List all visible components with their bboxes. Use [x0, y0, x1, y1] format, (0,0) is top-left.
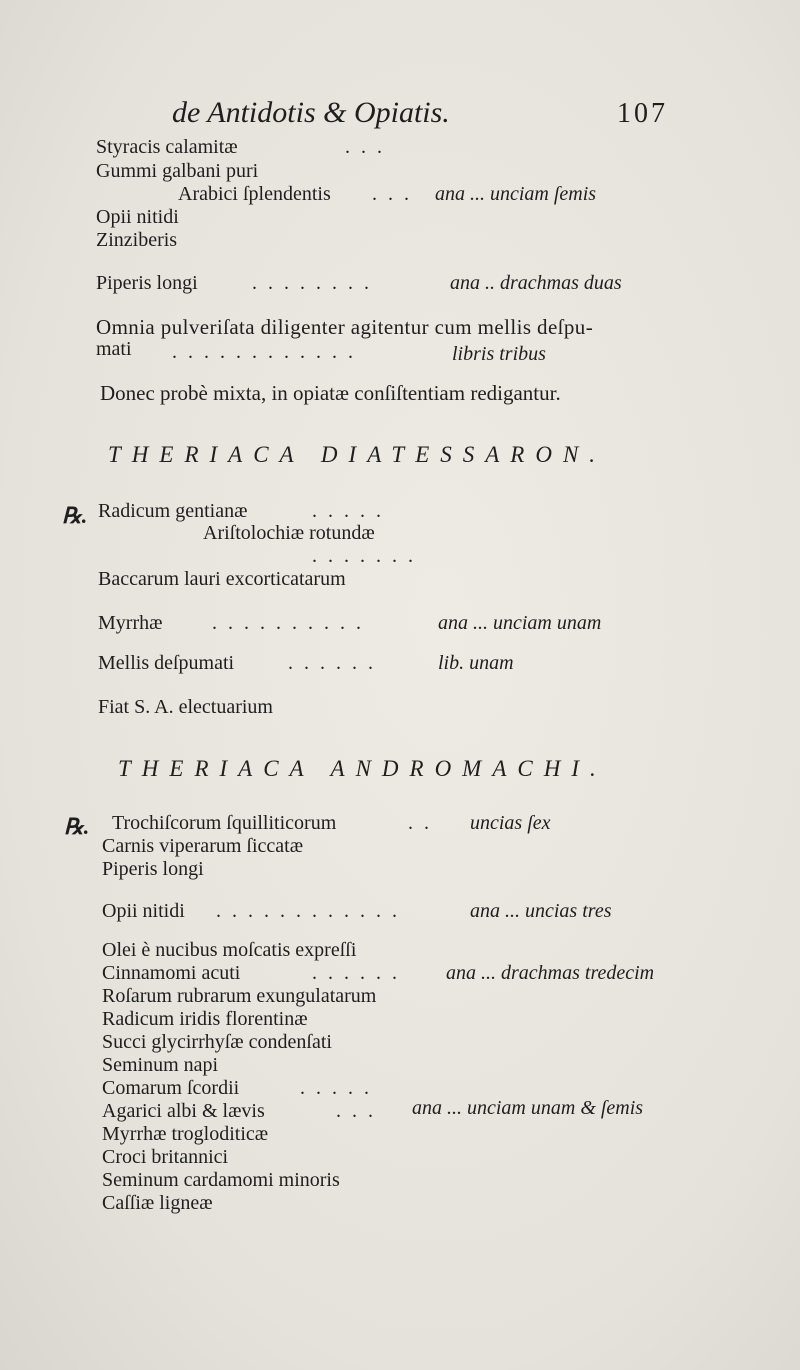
ingredient-myrrhae-trogloditicae: Myrrhæ trogloditicæ [102, 1123, 269, 1145]
dot-leader: . . . . . [300, 1077, 372, 1099]
dot-leader: . . . . . . [288, 652, 376, 674]
dot-leader: . . . [336, 1100, 376, 1122]
ingredient-radicum-gentianae: Radicum gentianæ [98, 500, 248, 522]
ingredient-cassiae: Caſſiæ ligneæ [102, 1192, 213, 1214]
ingredient-aristolochiae: Ariſtolochiæ rotundæ [203, 522, 375, 544]
ingredient-seminum-cardamomi: Seminum cardamomi minoris [102, 1169, 340, 1191]
ingredient-agarici: Agarici albi & lævis [102, 1100, 265, 1122]
ingredient-rosarum: Roſarum rubrarum exungulatarum [102, 985, 377, 1007]
ingredient-baccarum-lauri: Baccarum lauri excorticatarum [98, 568, 346, 590]
section-title-theriaca-andromachi: THERIACA ANDROMACHI. [118, 756, 607, 781]
ingredient-succi-glycirrhysae: Succi glycirrhyſæ condenſati [102, 1031, 332, 1053]
quantity-unciam-semis: ana ... unciam ſemis [435, 183, 597, 205]
dot-leader: . . . . . . . . . . . . [216, 900, 400, 922]
ingredient-gummi-galbani: Gummi galbani puri [96, 160, 259, 182]
ingredient-seminum-napi: Seminum napi [102, 1054, 219, 1076]
ingredient-cinnamomi: Cinnamomi acuti [102, 962, 241, 984]
instruction-donec: Donec probè mixta, in opiatæ conſiſtentiam redigantur. [100, 381, 561, 405]
ingredient-opii-nitidi: Opii nitidi [102, 900, 185, 922]
quantity-uncias-tres: ana ... uncias tres [470, 900, 612, 922]
ingredient-radicum-iridis: Radicum iridis florentinæ [102, 1008, 308, 1030]
recipe-symbol: ℞. [62, 503, 88, 528]
recipe-symbol: ℞. [64, 814, 90, 839]
instruction-mati: mati [96, 338, 132, 360]
dot-leader: . . [408, 812, 432, 834]
ingredient-piperis-longi: Piperis longi [96, 272, 198, 294]
ingredient-comarum-scordii: Comarum ſcordii [102, 1077, 240, 1099]
instruction-fiat: Fiat S. A. electuarium [98, 696, 273, 718]
quantity-drachmas-tredecim: ana ... drachmas tredecim [446, 962, 655, 984]
quantity-uncias-sex: uncias ſex [470, 812, 551, 834]
ingredient-styracis: Styracis calamitæ [96, 136, 238, 158]
ingredient-mellis: Mellis deſpumati [98, 652, 235, 674]
dot-leader: . . . [345, 136, 385, 158]
instruction-omnia: Omnia pulveriſata diligenter agitentur cum mellis deſpu- [96, 315, 594, 339]
dot-leader: . . . . . . . [312, 545, 416, 567]
dot-leader: . . . . . . . . [252, 272, 372, 294]
dot-leader: . . . . . . . . . . . . [172, 341, 356, 363]
ingredient-piperis-longi: Piperis longi [102, 858, 204, 880]
quantity-drachmas-duas: ana .. drachmas duas [450, 272, 622, 294]
ingredient-croci: Croci britannici [102, 1146, 229, 1168]
quantity-unciam-unam: ana ... unciam unam [438, 612, 602, 634]
dot-leader: . . . . . . [312, 962, 400, 984]
quantity-lib-unam: lib. unam [438, 652, 514, 674]
quantity-unciam-unam-semis: ana ... unciam unam & ſemis [412, 1097, 644, 1119]
ingredient-myrrhae: Myrrhæ [98, 612, 163, 634]
ingredient-trochiscorum: Trochiſcorum ſquilliticorum [112, 812, 337, 834]
section-title-theriaca-diatessaron: THERIACA DIATESSARON. [108, 442, 607, 467]
dot-leader: . . . [372, 183, 412, 205]
ingredient-carnis-viperarum: Carnis viperarum ſiccatæ [102, 835, 304, 857]
dot-leader: . . . . . . . . . . [212, 612, 364, 634]
ingredient-opii: Opii nitidi [96, 206, 179, 228]
ingredient-arabici: Arabici ſplendentis [178, 183, 331, 205]
page-number: 107 [617, 98, 668, 129]
ingredient-olei-nucibus: Olei è nucibus moſcatis expreſſi [102, 939, 357, 961]
running-head-title: de Antidotis & Opiatis. [172, 96, 450, 129]
dot-leader: . . . . . [312, 500, 384, 522]
quantity-libris-tribus: libris tribus [452, 343, 546, 365]
ingredient-zinziberis: Zinziberis [96, 229, 178, 251]
